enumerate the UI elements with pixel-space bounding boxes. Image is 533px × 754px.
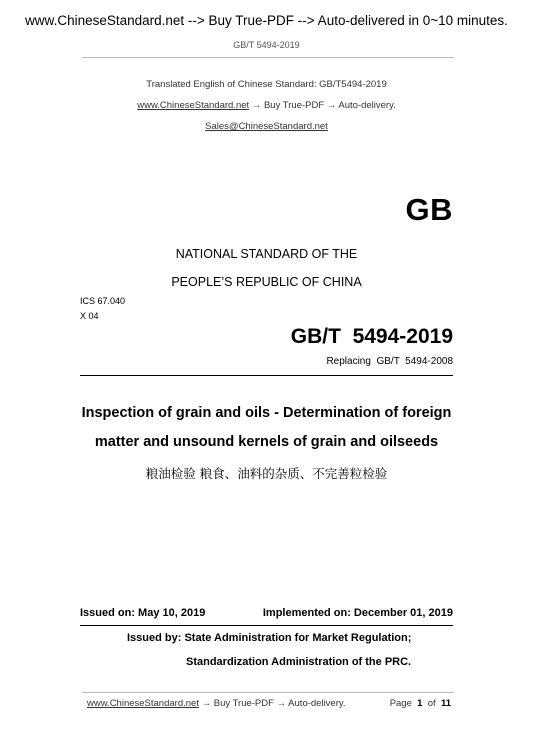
- national-standard-line2: PEOPLE’S REPUBLIC OF CHINA: [171, 275, 362, 289]
- title-english-line1: Inspection of grain and oils - Determination of foreign: [81, 405, 452, 421]
- issuer-line1: Issued by: State Administration for Market Regulation;: [127, 632, 412, 644]
- buy-text: → Buy True-PDF → Auto-delivery.: [249, 100, 396, 111]
- footer-buy-text: → Buy True-PDF → Auto-delivery.: [198, 698, 346, 709]
- header-divider: [82, 57, 454, 58]
- buy-line: [0, 100, 533, 111]
- title-english-line2: matter and unsound kernels of grain and oilseeds: [94, 434, 439, 450]
- top-banner[interactable]: www.ChineseStandard.net --> Buy True-PDF --> Auto-delivered in 0~10 minutes.: [25, 13, 508, 28]
- title-divider: [80, 375, 453, 376]
- page-of: of: [427, 698, 436, 709]
- footer-divider: [82, 692, 454, 693]
- gb-logo: GB: [405, 192, 453, 227]
- title-chinese: 粮油检验 粮食、油料的杂质、不完善粒检验: [145, 466, 388, 481]
- dates-divider: [80, 625, 453, 626]
- national-standard-line1: NATIONAL STANDARD OF THE: [175, 247, 358, 261]
- issuer-line2: Standardization Administration of the PRC.: [186, 656, 412, 668]
- page-current: 1: [417, 698, 423, 709]
- replacing-standard: Replacing GB/T 5494-2008: [326, 356, 453, 367]
- issued-date: Issued on: May 10, 2019: [80, 607, 206, 619]
- sales-email-link[interactable]: Sales@ChineseStandard.net: [205, 121, 328, 132]
- page-total: 11: [440, 698, 451, 709]
- classification-code: X 04: [80, 311, 99, 321]
- page-label: Page: [389, 698, 412, 709]
- implemented-date: Implemented on: December 01, 2019: [262, 607, 453, 619]
- translation-note: Translated English of Chinese Standard: GB/T5494-2019: [146, 79, 387, 90]
- ics-code: ICS 67.040: [80, 296, 126, 306]
- site-link[interactable]: www.ChineseStandard.net: [137, 100, 250, 111]
- footer-buy-line: [87, 698, 346, 709]
- footer-site-link[interactable]: www.ChineseStandard.net: [87, 698, 199, 709]
- running-header: GB/T 5494-2019: [233, 40, 300, 50]
- standard-number: GB/T 5494-2019: [290, 325, 453, 348]
- page-indicator: [390, 698, 451, 709]
